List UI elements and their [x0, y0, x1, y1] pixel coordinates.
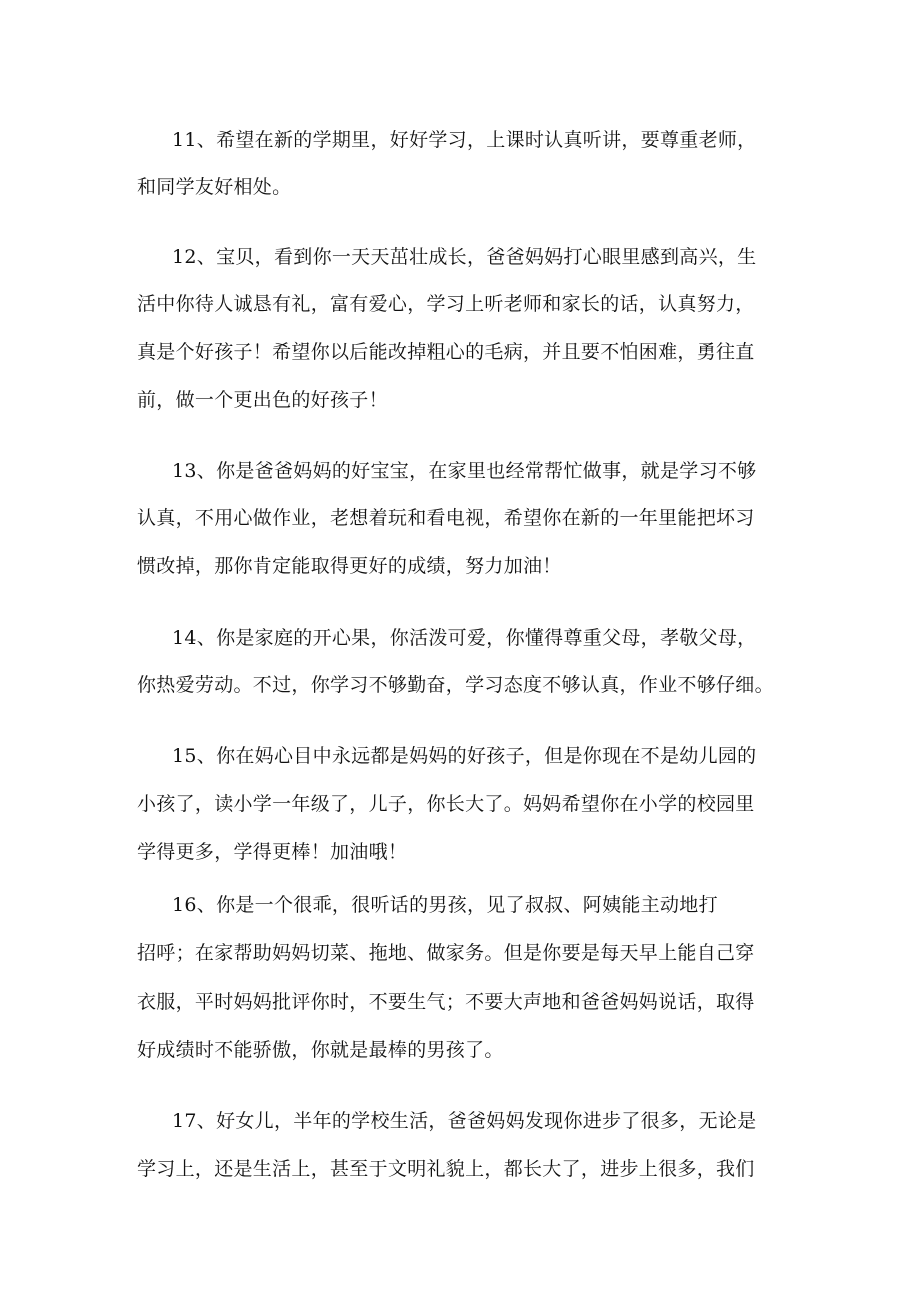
paragraph-line: 招呼；在家帮助妈妈切菜、拖地、做家务。但是你要是每天早上能自己穿	[137, 942, 755, 964]
paragraph-line: 12、宝贝，看到你一天天茁壮成长，爸爸妈妈打心眼里感到高兴，生	[172, 246, 757, 268]
paragraph-line: 11、希望在新的学期里，好好学习，上课时认真听讲，要尊重老师，	[172, 129, 757, 151]
paragraph-line: 学得更多，学得更棒！加油哦！	[137, 841, 408, 863]
paragraph-line: 活中你待人诚恳有礼，富有爱心，学习上听老师和家长的话，认真努力，	[137, 293, 755, 315]
paragraph-line: 17、好女儿，半年的学校生活，爸爸妈妈发现你进步了很多，无论是	[172, 1110, 757, 1132]
paragraph-line: 前，做一个更出色的好孩子！	[137, 389, 388, 411]
paragraph-line: 认真，不用心做作业，老想着玩和看电视，希望你在新的一年里能把坏习	[137, 507, 755, 529]
paragraph-line: 衣服，平时妈妈批评你时，不要生气；不要大声地和爸爸妈妈说话，取得	[137, 991, 755, 1013]
paragraph-line: 小孩了，读小学一年级了，儿子，你长大了。妈妈希望你在小学的校园里	[137, 793, 755, 815]
paragraph-line: 15、你在妈心目中永远都是妈妈的好孩子，但是你现在不是幼儿园的	[172, 745, 757, 767]
paragraph-line: 14、你是家庭的开心果，你活泼可爱，你懂得尊重父母，孝敬父母，	[172, 627, 757, 649]
paragraph-line: 16、你是一个很乖，很听话的男孩，见了叔叔、阿姨能主动地打	[172, 894, 718, 916]
paragraph-line: 惯改掉，那你肯定能取得更好的成绩，努力加油！	[137, 555, 562, 577]
paragraph-line: 13、你是爸爸妈妈的好宝宝，在家里也经常帮忙做事，就是学习不够	[172, 460, 757, 482]
paragraph-line: 真是个好孩子！希望你以后能改掉粗心的毛病，并且要不怕困难，勇往直	[137, 341, 755, 363]
paragraph-line: 学习上，还是生活上，甚至于文明礼貌上，都长大了，进步上很多，我们	[137, 1158, 755, 1180]
paragraph-line: 你热爱劳动。不过，你学习不够勤奋，学习态度不够认真，作业不够仔细。	[137, 674, 774, 696]
paragraph-line: 和同学友好相处。	[137, 176, 292, 198]
paragraph-line: 好成绩时不能骄傲，你就是最棒的男孩了。	[137, 1039, 504, 1061]
